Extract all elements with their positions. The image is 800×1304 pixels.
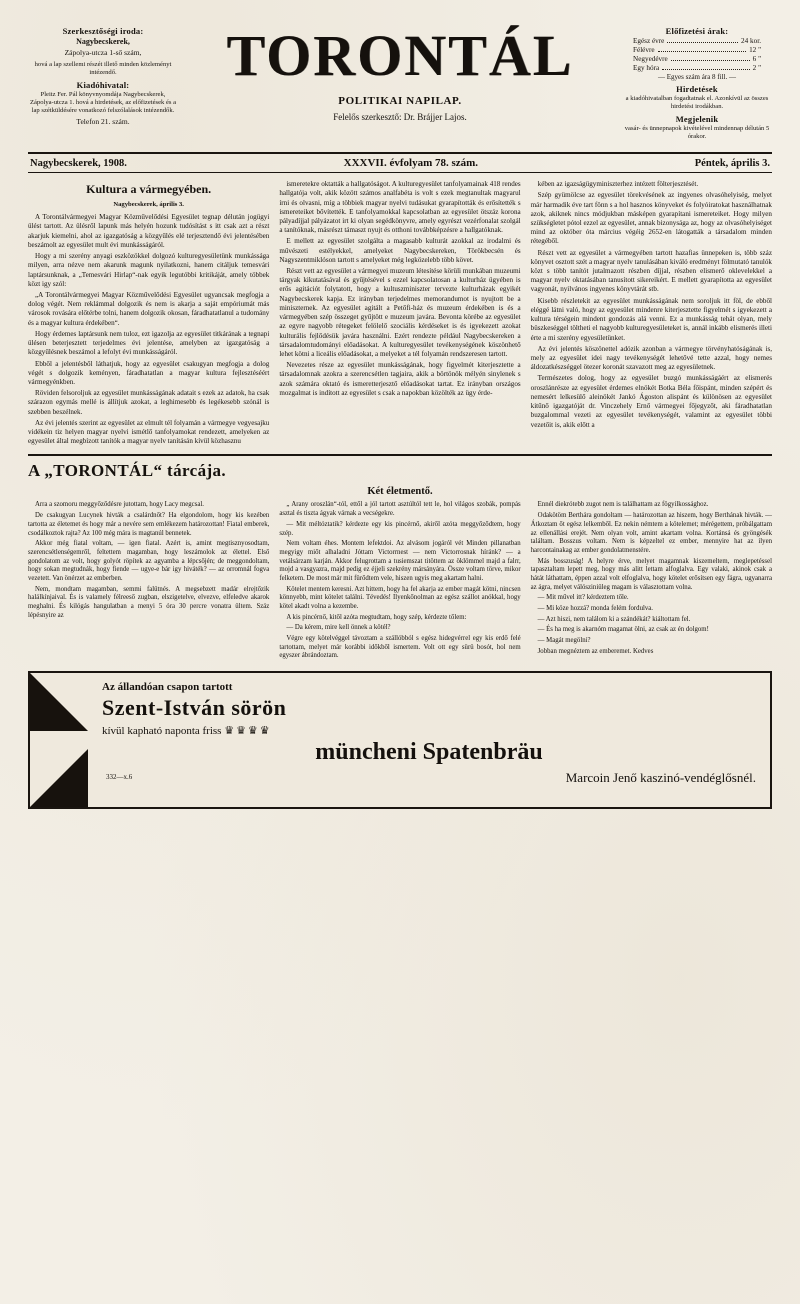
editorial-office-address: Zápolya-utcza 1-ső szám, (64, 48, 142, 58)
responsible-editor: Felelős szerkesztő: Dr. Brájjer Lajos. (333, 112, 467, 123)
feuilleton-column-1 (28, 501, 269, 663)
feuilleton-title: Két életmentő. (367, 486, 433, 498)
feuilleton-paragraph: Akkor még fiatal voltam, — igen fiatal. Azért is, amint megtisznyosodtam, szerencsétlenségemről, feltettem magamban, hogy leszámolok az élettel. Első gondolatom az volt, hogy golyót röpítek az agyamba a lépcsőjén; de meggondoltam, hogy sokan megtudnák, hogy fiende — ugye-e bár igy hiváték? — az orromnál fogva vezetett. Van önérzet az emberben. (28, 540, 270, 582)
subscription-title: Előfizetési árak: (665, 26, 729, 36)
article-paragraph: Szép gyümölcse az egyesület törekvésének az ingyenes olvasóhelyiség, melyet már harmadik éve tart fönn s a hol hasznos könyveket és folyóiratokat használhatnak azok, akiknek nincs módjukban másképen gyarapítani ismereteiket. Hogy milyen szükségletet pótol ezzel az egyesület, annak bizonysága az, hogy az olvasóhelyiséget mind az október óta március végéig 2652-en látogatták a társadalom minden rétegéből. (530, 191, 772, 246)
article-title: Kultura a vármegyében. (86, 182, 212, 197)
feuilleton-paragraph: „ Arany oroszlán“-tól, ettől a jól tartott asztúltól tett le, hol világos szobák, pompás asztal és tiszta ágyak várnak a vecségekre. (279, 501, 521, 518)
ad-reference-code: 332—x.6 (106, 773, 133, 782)
masthead-right-block (622, 26, 772, 144)
feuilleton-paragraph: Nem, mondtam magamban, semmi falütnés. A megsebzett madár elrejtőzik halálkínjaival. És is valamely félreeső zugban, elszigetelve, elvezve, elfeledve akarok meghalni. És kilógás hangulatban a menyi 5 óra 30 percre vonatra ültem. Száz lépésnyire az (28, 585, 270, 619)
feuilleton-column-2 (279, 501, 520, 663)
ad-advertiser: Marcoin Jenő kaszinó-vendéglősnél. (565, 770, 756, 786)
article-column-1 (28, 180, 269, 448)
editorial-office-title: Szerkesztőségi iroda: (62, 26, 144, 36)
price-label: Egy hóra (633, 64, 660, 73)
price-row (633, 55, 761, 64)
article-paragraph: kében az igazságügyminiszterhez intézett fölterjesztését. (537, 180, 699, 189)
price-label: Félévre (633, 46, 655, 55)
publisher-lines: Pleitz Fer. Pál könyvnyomdája Nagybecskerek, Zápolya-utcza 1. hová a hirdetések, az előfizetések és a lap szétküldésére vonatkozó felszólalások intézendők. (29, 91, 177, 114)
newspaper-title: TORONTÁL (226, 23, 574, 88)
article-paragraph: E mellett az egyesület szolgálta a magasabb kulturát azokkal az irodalmi és művészeti estélyekkel, amelyeket Nagybecskereken, Törökbecsén és Nagyszentmiklóson tartott s amelyeket még legközelebb több követ. (279, 237, 521, 264)
feuilleton-paragraph: Végre egy kötelvéggel távoztam a szállóbból s egész hidegvérrel egy kis erdő felé tartottam, melyet már korábbi időkből ismertem. Volt ott egy sürü bosót, hol nem egyszer ábrándoztam. (279, 635, 521, 660)
article-paragraph: Az évi jelentés köszönettel adózik azonban a vármegye törvényhatóságának is, mely az egyesület idei nagy tevékenységét lehetővé tette azzal, hogy nemes áldozatkészséggel ötezer koronát szavazott meg az egyesületnek. (530, 344, 772, 372)
feuilleton-paragraph: Odakötöm Berthára gondoltam — határozottan az hiszem, hogy Berthának hivták. — Átkoztam őt egész lelkemből. Ez nekin némtem a kötelemet; mérégettem, próbálgattam az ellenállási erejét. Nem olyan volt, amint akartam volna. Kortánsá és gyöngésék találtam. Bosszus voltam. Nem is képzeltel ez ember, mennyire hat az ilyen harcontainakag az ember gondolatmenstére. (530, 512, 772, 554)
ad-line-3-text: kívül kapható naponta friss (102, 725, 222, 738)
feuilleton-paragraph: — Mi köze hozzá? monda felém fordulva. (537, 605, 653, 613)
main-article-columns (28, 180, 772, 448)
article-paragraph: Nevezetes része az egyesület munkásságának, hogy figyelmét kiterjesztette a társadalomnak azokra a szerencsétlen tagjaira, akik a börtönök mélyén sinylenek s azok számára oktató és ismeretterjesztő előadásokat tartat. Ez irányban országos mozgalmat is indított az egyesület s csak a napokban közölték az ügy érde- (279, 361, 521, 397)
feuilleton-paragraph: — Mit művel itt? kérdeztem tőle. (537, 594, 629, 602)
article-paragraph: Részt vett az egyesület a vármegyei muzeum létesítése körüli munkában muzeumi tárgyak kikutatásával és gyűjtésével s ezzel kapcsolatosan a kulturház ügyében is erős agitációt folytatott, hogy a kultuszminiszter tervezte kulturházak egyikét Nagybecskerek kapja. Ez irányban terjedelmes memorandumot is nyujtott be a miniszternek. Az egyesület agitált a Petőfi-ház és muzeum érdekében is és a vármegyében szép összeget gyűjtött e muzeum javára. Bevonta körébe az egyesület az egyre nagyobb rétegeket felölelő szociális kérdéseket is és igyekezett azokat kulturális fejlődésük javára használni. Ezért rendezte például Nagybecskereken a társadalomtudományi előadásokat. A kulturegyesület tevékenységének köszönhető lehet kötni a liceális előadásokat, a melyeket a tél folyamán rendszeresen tartott. (279, 267, 521, 358)
feuilleton-paragraph: Jobban megnéztem az emberemet. Kedves (537, 647, 654, 655)
newspaper-subtitle: POLITIKAI NAPILAP. (338, 95, 462, 108)
feuilleton-paragraph: Más bosszuság! A helyre érve, melyet magamnak kiszemeltem, meglepetéssel tapasztaltam lepett meg, hogy más alitt lettam alfoglalva. Egy valaki, akinok csak a hátát láthattam, éppen azzal volt elfoglalva, hogy kötelet erősítsen egy fágra, ugyanarra az ágra, melyet válósziniüleg magam is választottam volna. (530, 557, 772, 591)
article-paragraph: Hogy a mi szerény anyagi eszközökkel dolgozó kulturegyesületünk munkássága milyen, arra nézve nem akarunk magunk nyilatkozni, hanem citáljuk temesvári laptársunknak, a „Temesvári Hirlap“-nak egyik legutóbbi kritikáját, amely többek közt igy szól: (28, 252, 270, 288)
dateline-bar (28, 152, 772, 173)
single-copy-price: — Egyes szám ára 8 fill. — (658, 73, 736, 82)
dateline-place-year: Nagybecskerek, 1908. (30, 158, 127, 170)
decorative-triangle-icon (30, 673, 88, 731)
decorative-triangle-icon (30, 749, 88, 807)
feuilleton-paragraph: A kis pincérnő, kitől azóta megtudtam, hogy szép, kérdezte tőlem: (286, 613, 467, 621)
price-value: 12 " (749, 46, 761, 55)
advertisement-content (102, 681, 756, 801)
masthead (28, 23, 772, 144)
editorial-office-city: Nagybecskerek, (76, 37, 130, 47)
article-paragraph: Hogy érdemes laptársunk nem tuloz, ezt igazolja az egyesület titkárának a tegnapi ülésen beterjesztett terjedelmes évi jelentése, amelyben az igazgatóság a közgyűlésnek beszámol a lefolyt évi munkásságáról. (28, 329, 270, 357)
dateline-date: Péntek, április 3. (694, 158, 770, 170)
appearance-text: vasár- és ünnepnapok kivételével mindennap délután 5 órakor. (624, 125, 770, 141)
feuilleton-paragraph: — Azt hiszi, nem találom ki a szándékát? kiáltottam fel. (537, 615, 691, 623)
price-row (633, 37, 761, 46)
editorial-office-note: hová a lap szellemi részét illető minden közleményt intézendő. (34, 61, 172, 77)
feuilleton-paragraph: De csakugyan Lucynek hivták a csalárdnőt? Ha elgondolom, hogy kis kezében tartotta az életemet és hogy már a nevére sem emlékezem határozottan! Fiatal emberek, csodálkoztok rajta? Az 100 még mára is magtanúl bennetek. (28, 512, 270, 537)
advertising-title: Hirdetések (676, 84, 718, 95)
article-paragraph: Természetes dolog, hogy az egyesület buzgó munkásságáért az elismerés oroszlánrésze az egyesület érdemes elnökét Botka Béla főispánt, minden szépért és nemesért lelkesülő aleinökét Jankó Ágoston alispánt és különösen az egyesület kitűnő igazgatóját dr. Vinczehely Ernő vármegyei főjegyzőt, aki fáradhatatlan buzgalommal vezeti az egyesület tevékenységét, valamint az egyesület többi vezetőit is, akik előtt a (530, 374, 772, 429)
price-row (633, 46, 761, 55)
dateline-issue: XXXVII. évfolyam 78. szám. (343, 157, 479, 170)
article-column-2 (279, 180, 520, 448)
feuilleton-paragraph: Kötelet mentem keresni. Azt hittem, hogy ha fel akarja az ember magát kötni, nincsen könnyebb, mint kötelet találni. Tévedés! Ilyenkőnolman az egész szállot anókkal, hogy kötel akadt volna a kezembe. (279, 585, 521, 611)
appearance-title: Megjelenik (675, 114, 719, 125)
article-paragraph: A Torontálvármegyei Magyar Közművelődési Egyesület tegnap délután jogügyi ülést tartott. Az ülésről lapunk más helyén hozunk tudósítást s itt csak azt a részt akarjuk kiemelni, ahol az igazgatóság a közgyűlés elé terjesztendő évi jelentésében beszámolt az egyesület mult évi munkásságáról. (28, 213, 270, 249)
feuilleton-section (28, 454, 772, 663)
feuilleton-columns (28, 501, 772, 663)
feuilleton-paragraph: — Magát megölni? (537, 637, 591, 645)
feuilleton-paragraph: — Mit méltóztatik? kérdezte egy kis pincérnő, akiről azóta meggyőződtem, hogy szép. (279, 520, 521, 537)
feuilleton-paragraph: — Da kérem, mire kell önnek a kötél? (286, 624, 391, 632)
ad-product-name-secondary: müncheni Spatenbräu (315, 739, 543, 766)
ad-line-1: Az állandóan csapon tartott (102, 681, 233, 694)
price-value: 6 " (752, 55, 761, 64)
price-value: 24 kor. (741, 37, 761, 46)
price-label: Egész évre (633, 37, 665, 46)
article-paragraph: Kisebb részletekit az egyesület munkásságának nem soroljuk itt föl, de ebből eléggé látni való, hogy az egyesület mindenre kiterjesztette figyelmét s igyekezett a kultura térségein mindent gondozás alá venni. Ez a munkásság tehát olyan, mely büszkeséggel töltheti el nagyobb kulturegyesületeket is, annál inkább elismerés illeti érte a mi szerény egyesületünket. (530, 296, 772, 342)
feuilleton-paragraph: Arra a szomoru meggyőződésre jutottam, hogy Lacy megcsal. (35, 501, 204, 509)
feuilleton-header: A „TORONTÁL“ tárcája. (28, 461, 227, 481)
price-row (633, 64, 761, 73)
article-dateline: Nagybecskerek, április 3. (113, 200, 184, 208)
advertisement-box (28, 671, 772, 809)
masthead-center-block (178, 23, 622, 123)
price-label: Negyedévre (633, 55, 668, 64)
ad-line-3 (102, 724, 756, 737)
feuilleton-paragraph: Nem voltam éhes. Montem lefektdoi. Az alvásom jogáról vét Minden pillanatban megyigy miőt alhaladni Jóttam Victorrnest — nem Victorrosnak híránk? — a vetálsárzam karján. Akkor felugrottam a tusiemszat titöttem az öklömmel majd a falrr, mojd a vasgyazra, majd pedig ez éjjeli szekrény mársányára. Össze voltam törve, mikor felketem. De most már mit fürődtem vele, hiszen ugyis meg akartam halni. (279, 540, 521, 582)
publisher-title: Kiadóhivatal: (76, 80, 130, 91)
article-paragraph: „A Torontálvármegyei Magyar Közművelődési Egyesület ugyancsak megfogja a dolog végét. Nem reklámmal dolgozik és nem is akarja a saját empóriumát más városok rovására előtérbe tolni, hanem dolgozik okosan, fáradhatatlanul a tudomány és a magyar kultura érdekében“. (28, 290, 270, 327)
article-paragraph: Részt vett az egyesület a vármegyében tartott hazafias ünnepeken is, több száz könyvet osztott szét a magyar nyelv tanulásában kiváló eredményt fölmutató tanulók közt s több tanítót jutalmazott részben díjjal, részben elismerő oklevelekkel a magyar nyelv oktatásában tanusított sikereikért. E mellett gyarapította az egyesület vagyonát, nyilvános ingyenes könyvtárát stb. (530, 248, 772, 294)
beer-glass-icon: ♛♛♛♛ (224, 725, 272, 738)
feuilleton-paragraph: Ennél diekrótebb zugot nem is találhattam az fögyilkossághoz. (537, 501, 709, 509)
article-paragraph: Ebből a jelentésből láthatjuk, hogy az egyesület csakugyan megfogja a dolog végét s dolgozik keményen, fáradhatatlan a magyar kultura fejlesztéséért vármegyénkben. (28, 359, 270, 386)
article-paragraph: Röviden felsoroljuk az egyesület munkásságának adatait s ezek az adatok, ha csak szárazon egymás mellé is állítjuk azokat, a leghimesebb és legékesebb szónál is szebben beszélnek. (28, 389, 270, 416)
masthead-left-block (28, 26, 178, 130)
price-value: 2 " (752, 64, 761, 73)
article-column-3 (531, 180, 772, 448)
feuilleton-paragraph: — És ha meg is akarnóm magamat ölni, az csak az én dolgom! (537, 626, 709, 634)
telephone-number: Telefon 21. szám. (76, 116, 130, 126)
advertising-text: a kiadóhivatalban fogadtatnak el. Azonkívül az összes hirdetési irodákban. (625, 95, 769, 111)
subscription-price-list (633, 37, 761, 73)
feuilleton-column-3 (531, 501, 772, 663)
article-paragraph: ismeretekre oktatták a hallgatóságot. A kulturegyesület tanfolyamainak 418 rendes hallgatója volt, akik között számos analfabéta is volt s ezek megtanultak magyarul írni és olvasni, míg a többiek magyar nyelvi tudásukat gyarapították és erősítették s ismereteiket bővítették. E tanfolyamokkal kapcsolatban az egyesület ötszáz korona pályadíjjal pályázatot irt ki olyan segédkönyvre, amely egyrészt vezérfonalat szolgál a tanítóknak, másrészt támaszt nyujt és otthoni továbbképzésre a hallgatóknak. (279, 180, 521, 235)
article-paragraph: Az évi jelentés szerint az egyesület az elmult tél folyamán a vármegye vegyesajku vidékein tiz helyen magyar nyelvi ismétlő tanfolyamokat rendezett, amelyeken az egyesület által megbízott tanítók a magyar nyelv tanításán kívül közhasznu (28, 418, 270, 446)
ad-product-name: Szent-István sörön (102, 695, 287, 721)
